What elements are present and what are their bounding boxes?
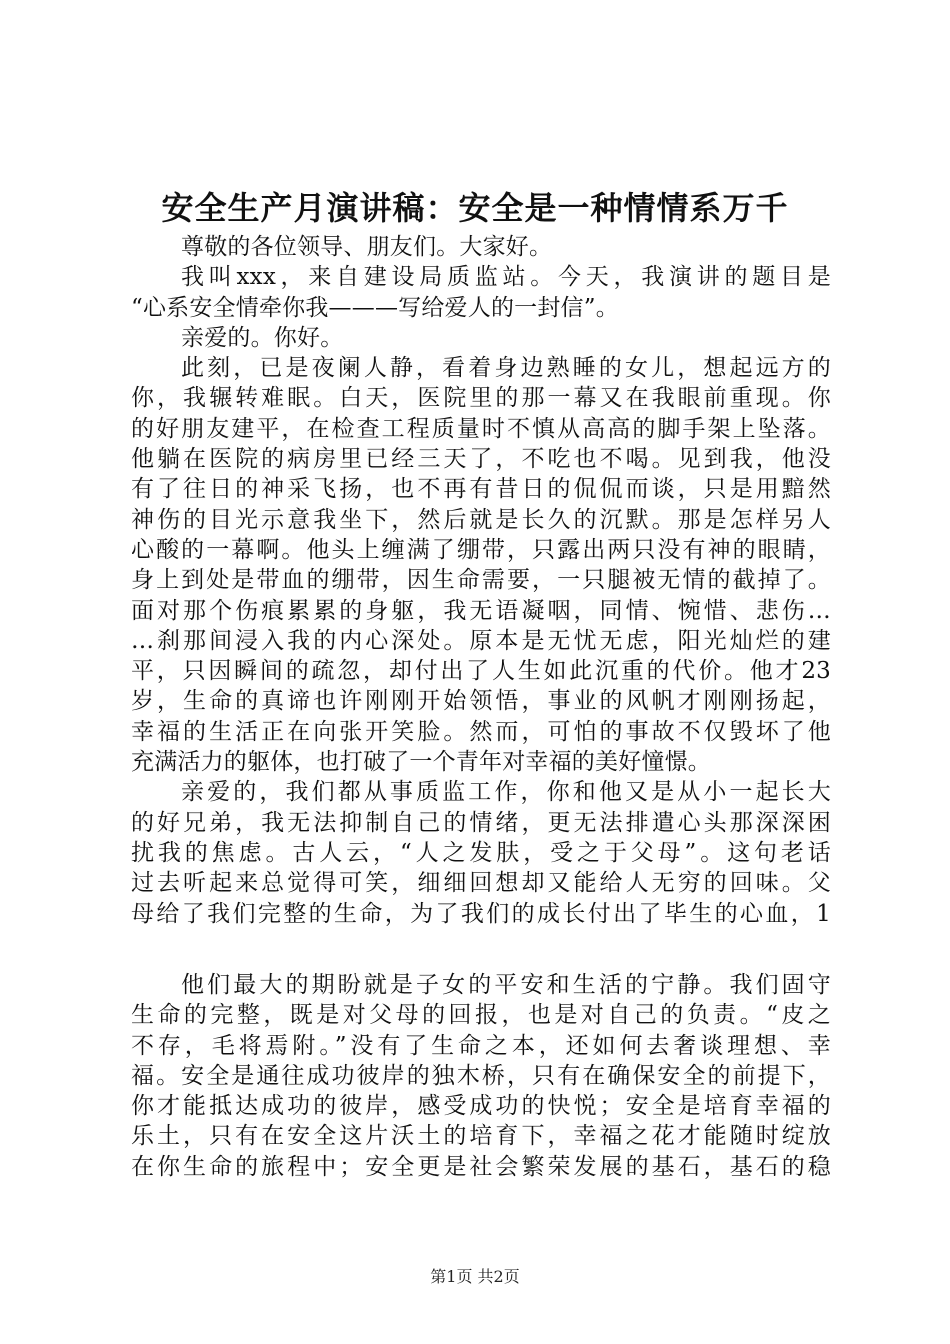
page-footer: 第1页 共2页 — [430, 1267, 520, 1286]
text-line: 幸福的生活正在向张开笑脸。然而，可怕的事故不仅毁坏了他 — [131, 718, 831, 745]
text-line: 你才能抵达成功的彼岸，感受成功的快悦；安全是培育幸福的 — [131, 1093, 831, 1120]
text-line: 面对那个伤痕累累的身躯，我无语凝咽，同情、惋惜、悲伤… — [131, 597, 831, 624]
text-line: 神伤的目光示意我坐下，然后就是长久的沉默。那是怎样另人 — [131, 506, 831, 533]
text-line: 岁，生命的真谛也许刚刚开始领悟，事业的风帆才刚刚扬起， — [131, 688, 831, 715]
text-line: 生命的完整，既是对父母的回报，也是对自己的负责。“皮之 — [131, 1002, 831, 1029]
text-line: 不存，毛将焉附。”没有了生命之本，还如何去奢谈理想、幸 — [131, 1032, 831, 1059]
text-line: 他们最大的期盼就是子女的平安和生活的宁静。我们固守 — [181, 972, 831, 998]
text-line: 尊敬的各位领导、朋友们。大家好。 — [181, 234, 553, 260]
text-line: 在你生命的旅程中；安全更是社会繁荣发展的基石，基石的稳 — [131, 1153, 831, 1180]
document-body-page2 — [131, 970, 831, 1182]
text-line: “心系安全情牵你我———写给爱人的一封信”。 — [131, 294, 619, 321]
text-line: …刹那间浸入我的内心深处。原本是无忧无虑，阳光灿烂的建 — [131, 627, 831, 654]
text-line: 充满活力的躯体，也打破了一个青年对幸福的美好憧憬。 — [131, 749, 711, 776]
text-line: 母给了我们完整的生命，为了我们的成长付出了毕生的心血，1 — [131, 900, 831, 927]
text-line: 你，我辗转难眠。白天，医院里的那一幕又在我眼前重现。你 — [131, 385, 831, 412]
document-body-page1 — [131, 232, 831, 929]
text-line: 亲爱的，我们都从事质监工作，你和他又是从小一起长大 — [181, 779, 831, 806]
text-line: 身上到处是带血的绷带，因生命需要，一只腿被无情的截掉了。 — [131, 567, 831, 594]
text-line: 亲爱的。你好。 — [181, 324, 344, 351]
document-title: 安全生产月演讲稿：安全是一种情情系万千 — [161, 189, 789, 227]
text-line: 过去听起来总觉得可笑，细细回想却又能给人无穷的回味。父 — [131, 870, 831, 897]
text-line: 有了往日的神采飞扬，也不再有昔日的侃侃而谈，只是用黯然 — [131, 476, 831, 503]
text-line: 乐土，只有在安全这片沃土的培育下，幸福之花才能随时绽放 — [131, 1123, 831, 1150]
text-line: 此刻，已是夜阑人静，看着身边熟睡的女儿，想起远方的 — [181, 355, 831, 382]
text-line: 平，只因瞬间的疏忽，却付出了人生如此沉重的代价。他才23 — [131, 658, 831, 685]
text-line: 福。安全是通往成功彼岸的独木桥，只有在确保安全的前提下， — [131, 1062, 831, 1089]
text-line: 的好兄弟，我无法抑制自己的情绪，更无法排遣心头那深深困 — [131, 809, 831, 836]
text-line: 心酸的一幕啊。他头上缠满了绷带，只露出两只没有神的眼睛， — [131, 536, 831, 563]
text-line: 的好朋友建平，在检查工程质量时不慎从高高的脚手架上坠落。 — [131, 415, 831, 442]
text-line: 扰我的焦虑。古人云，“人之发肤，受之于父母”。这句老话 — [131, 839, 831, 866]
text-line: 我叫xxx，来自建设局质监站。今天，我演讲的题目是 — [181, 264, 831, 291]
text-line: 他躺在医院的病房里已经三天了，不吃也不喝。见到我，他没 — [131, 446, 831, 473]
